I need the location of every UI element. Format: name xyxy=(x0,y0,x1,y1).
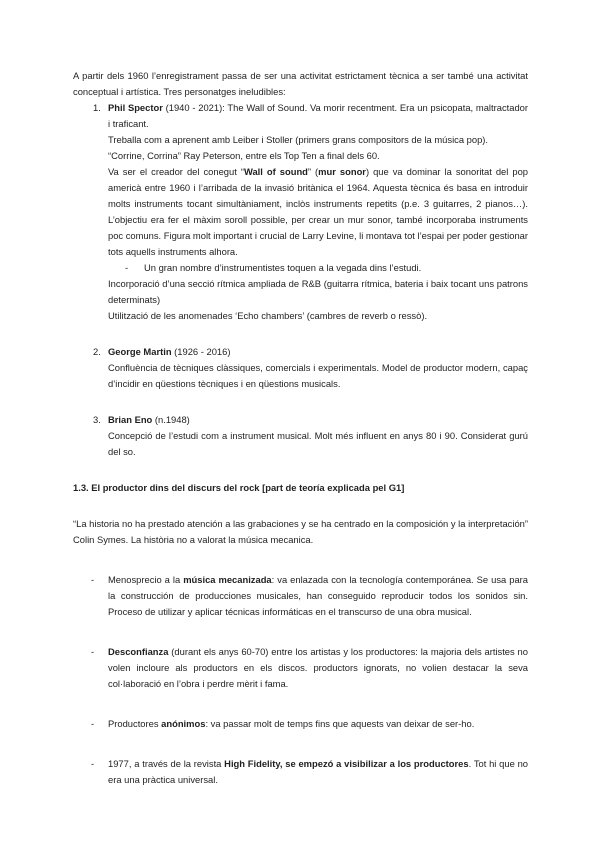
wall-of-sound-paragraph: Va ser el creador del conegut “Wall of sound” (mur sonor) que va dominar la sonoritat del pop americà entre 1960 i l’arribada de la invasió britànica el 1964. Aquesta tècnica és basa en introduir molts instruments tocant simultàniament, inclòs instruments repetits (p.e. 3 guitarres, 2 pianos…). L’objectiu era fer el màxim soroll possible, per crear un mur sonor, també incorporaba instruments poc comuns. Figura molt important i crucial de Larry Levine, li montava tot l’espai per poder gestionar tots aquells instruments alhora. xyxy=(108,166,529,257)
list-item-brian-eno xyxy=(73,412,528,460)
list-number: 1. xyxy=(93,102,101,113)
section-heading: 1.3. El productor dins del discurs del rock [part de teoría explicada pel G1] xyxy=(73,482,405,493)
quote-paragraph: “La historia no ha prestado atención a las grabaciones y se ha centrado en la composición y la interpretación” Colin Symes. La història no a valorat la música mecanica. xyxy=(73,518,528,545)
person-name: Brian Eno xyxy=(108,414,153,425)
person-line: “Corrine, Corrina” Ray Peterson, entre els Top Ten a final dels 60. xyxy=(108,150,380,161)
sub-dash: - xyxy=(125,262,129,273)
person-dates: (n.1948) xyxy=(154,414,190,425)
sub-item-text: Un gran nombre d’instrumentistes toquen a la vegada dins l’estudi. xyxy=(144,262,422,273)
bullet-text: Productores anónimos: va passar molt de temps fins que aquests van deixar de ser-ho. xyxy=(108,718,475,729)
bullet-dash: - xyxy=(91,646,95,657)
person-heading xyxy=(108,344,528,360)
sub-list-item xyxy=(73,260,528,276)
person-line: Treballa com a aprenent amb Leiber i Stoller (primers grans compositors de la música pop). xyxy=(108,134,489,145)
bullet-dash: - xyxy=(91,758,95,769)
bullet-item xyxy=(73,756,528,788)
list-number: 2. xyxy=(93,346,101,357)
list-item-george-martin xyxy=(73,344,528,392)
intro-paragraph: A partir dels 1960 l’enregistrament passa de ser una activitat estrictament tècnica a ser també una activitat conceptual i artística. Tres personatges ineludibles: xyxy=(73,70,528,97)
bullet-text: Desconfianza (durant els anys 60-70) entre los artistas y los productores: la majoria dels artistes no volen incloure als productors en els discos. productors ignorats, no volien destacar la seva col·laboració en l’obra i perdre mèrit i fama. xyxy=(108,646,528,689)
person-dates: (1926 - 2016) xyxy=(174,346,231,357)
person-line: Incorporació d’una secció rítmica ampliada de R&B (guitarra rítmica, bateria i baix tocant uns patrons determinats) xyxy=(108,278,528,305)
person-line: Utilització de les anomenades ‘Echo chambers’ (cambres de reverb o ressò). xyxy=(108,310,428,321)
person-name: Phil Spector xyxy=(108,102,163,113)
list-item-continuation xyxy=(73,276,528,324)
list-number: 3. xyxy=(93,414,101,425)
bullet-text: Menosprecio a la música mecanizada: va enlazada con la tecnología contemporánea. Se usa para la construcción de producciones musicales, han conseguido reproducir todos los sonidos sin. Proceso de utilizar y aplicar técnicas informáticas en el transcurso de una obra musical. xyxy=(108,574,528,617)
bullet-item xyxy=(73,644,528,692)
person-heading xyxy=(108,100,528,132)
person-description: Concepció de l’estudi com a instrument musical. Molt més influent en anys 80 i 90. Considerat gurú del so. xyxy=(108,430,528,457)
bullet-item xyxy=(73,716,528,732)
list-item-phil-spector xyxy=(73,100,528,260)
bullet-dash: - xyxy=(91,718,95,729)
mur-sonor-term: mur sonor xyxy=(318,166,366,177)
bullet-dash: - xyxy=(91,574,95,585)
bullet-text: 1977, a través de la revista High Fidelity, se empezó a visibilizar a los productores. Tot hi que no era una pràctica universal. xyxy=(108,758,528,785)
person-heading xyxy=(108,412,528,428)
person-dates: (1940 - 2021): The Wall of Sound. Va morir recentment. Era un psicopata, maltractador i traficant. xyxy=(108,102,529,129)
wall-of-sound-term: Wall of sound xyxy=(243,166,308,177)
person-name: George Martin xyxy=(108,346,172,357)
person-description: Confluència de tècniques clàssiques, comercials i experimentals. Model de productor modern, capaç d’incidir en qüestions tècniques i en qüestions musicals. xyxy=(108,362,528,389)
bullet-item xyxy=(73,572,528,620)
